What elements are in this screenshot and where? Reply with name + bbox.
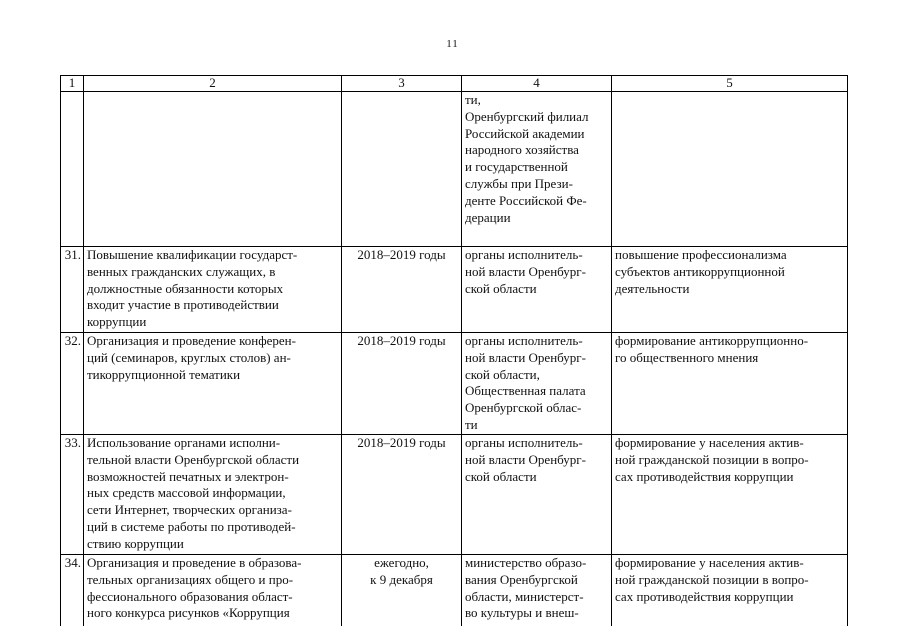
result-cell: формирование у населения актив- ной гражданской позиции в вопро- сах противодействия коррупции [612, 435, 848, 555]
period-cell: 2018–2019 годы [342, 435, 462, 555]
table-row [61, 435, 848, 555]
result-cell [612, 92, 848, 247]
executors-cell: министерство образо- вания Оренбургской области, министерст- во культуры и внеш- [462, 555, 612, 626]
column-header: 1 [61, 76, 84, 92]
period-cell: 2018–2019 годы [342, 247, 462, 333]
column-header: 2 [84, 76, 342, 92]
result-cell: формирование антикоррупционно- го общественного мнения [612, 333, 848, 435]
event-cell [84, 92, 342, 247]
event-cell: Организация и проведение конферен- ций (семинаров, круглых столов) ан- тикоррупционной тематики [84, 333, 342, 435]
event-cell: Повышение квалификации государст- венных гражданских служащих, в должностные обязанности которых входит участие в противодействии коррупции [84, 247, 342, 333]
executors-cell: органы исполнитель- ной власти Оренбург- ской области [462, 435, 612, 555]
executors-cell: органы исполнитель- ной власти Оренбург- ской области, Общественная палата Оренбургской облас- ти [462, 333, 612, 435]
table-row [61, 555, 848, 626]
period-cell [342, 92, 462, 247]
table-row [61, 247, 848, 333]
row-number: 34. [61, 555, 84, 626]
result-cell: формирование у населения актив- ной гражданской позиции в вопро- сах противодействия коррупции [612, 555, 848, 626]
event-cell: Использование органами исполни- тельной власти Оренбургской области возможностей печатных и электрон- ных средств массовой информации, сети Интернет, творческих организа- ций в системе работы по противодей- ствию коррупции [84, 435, 342, 555]
row-number [61, 92, 84, 247]
table-row [61, 333, 848, 435]
executors-cell: органы исполнитель- ной власти Оренбург- ской области [462, 247, 612, 333]
event-cell: Организация и проведение в образова- тельных организациях общего и про- фессионального образования област- ного конкурса рисунков «Коррупция [84, 555, 342, 626]
table-row [61, 92, 848, 247]
result-cell: повышение профессионализма субъектов антикоррупционной деятельности [612, 247, 848, 333]
period-cell: ежегодно, к 9 декабря [342, 555, 462, 626]
row-number: 32. [61, 333, 84, 435]
row-number: 33. [61, 435, 84, 555]
column-header: 4 [462, 76, 612, 92]
period-cell: 2018–2019 годы [342, 333, 462, 435]
page-number: 11 [446, 38, 459, 50]
column-header: 5 [612, 76, 848, 92]
table-header-row [61, 76, 848, 92]
measures-table [60, 75, 848, 626]
row-number: 31. [61, 247, 84, 333]
executors-cell: ти, Оренбургский филиал Российской академии народного хозяйства и государственной службы при Прези- денте Российской Фе- дерации [462, 92, 612, 247]
column-header: 3 [342, 76, 462, 92]
